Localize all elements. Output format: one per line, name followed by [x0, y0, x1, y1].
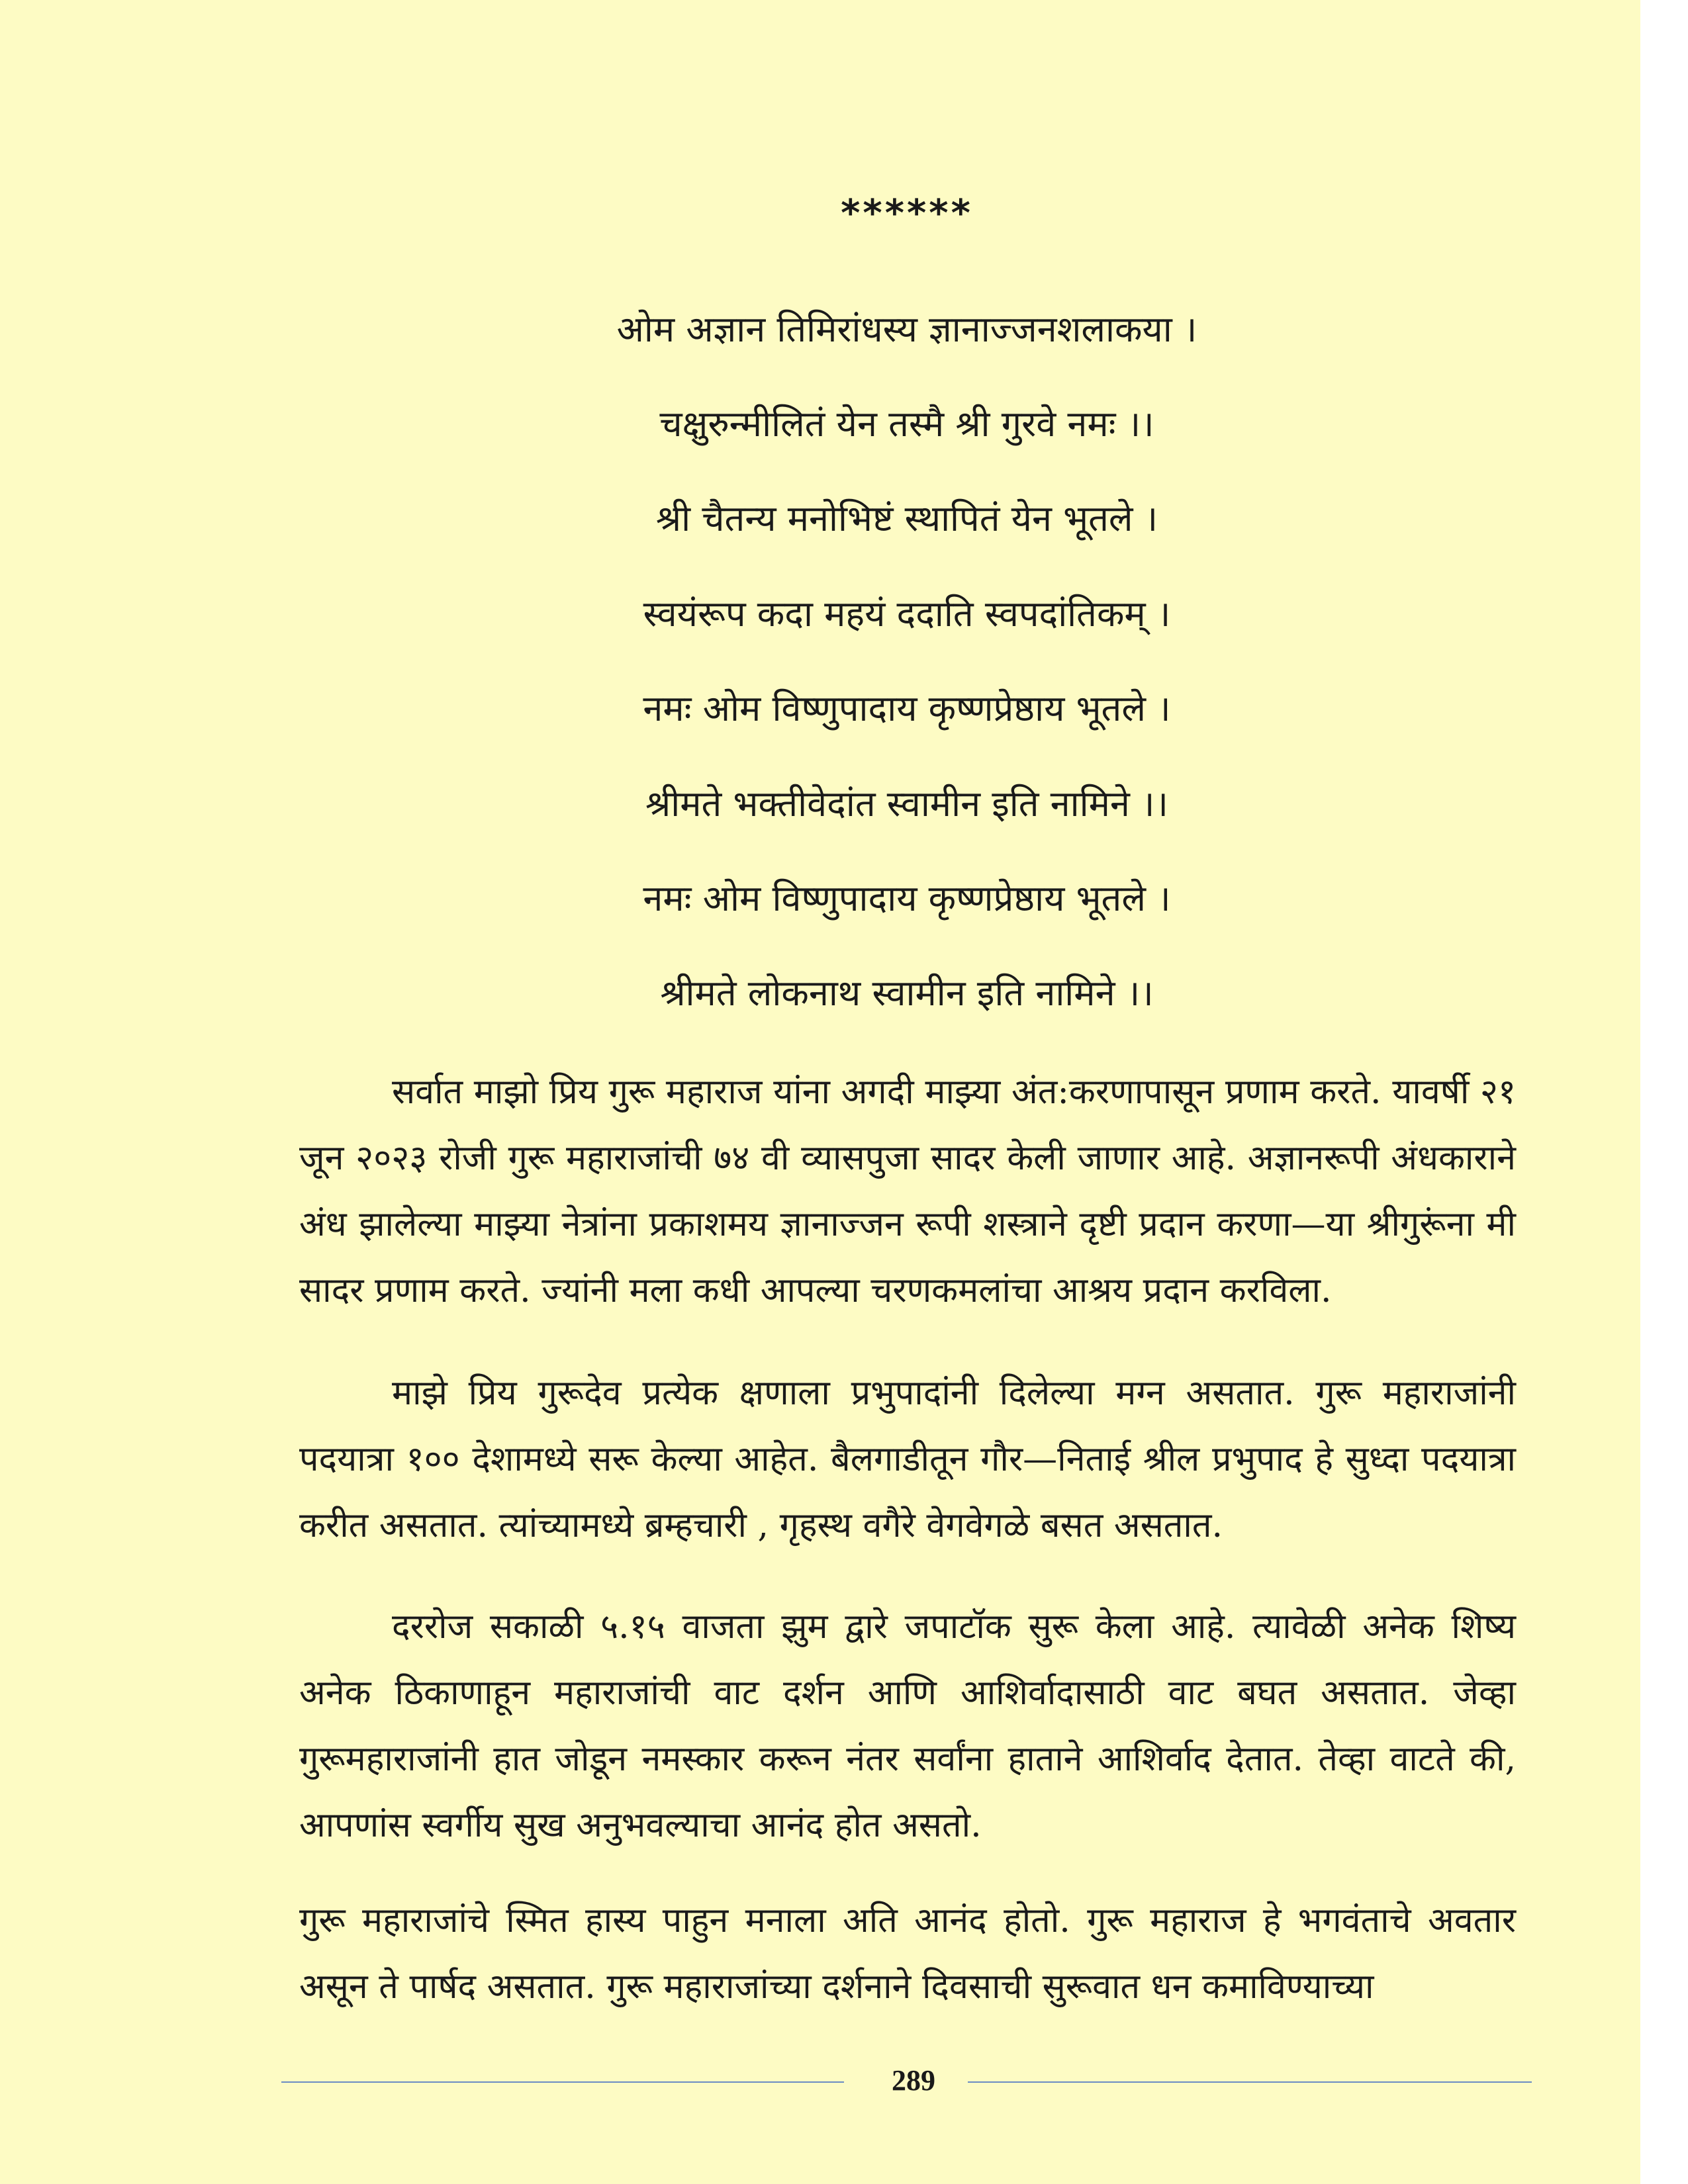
paragraph-4: गुरू महाराजांचे स्मित हास्य पाहुन मनाला अति आनंद होतो. गुरू महाराज हे भगवंताचे अवतार असून ते पार्षद असतात. गुरू महाराजांच्या दर्शनाने दिवसाची सुरूवात धन कमाविण्याच्या	[299, 1901, 1516, 2007]
paragraph-3: दररोज सकाळी ५.१५ वाजता झुम द्वारे जपाटॉक सुरू केला आहे. त्यावेळी अनेक शिष्य अनेक ठिकाणाहून महाराजांची वाट दर्शन आणि आशिर्वादासाठी वाट बघत असतात. जेव्हा गुरूमहाराजांनी हात जोडून नमस्कार करून नंतर सर्वांना हाताने आशिर्वाद देतात. तेव्हा वाटते की, आपणांस स्वर्गीय सुख अनुभवल्याचा आनंद होत असतो.	[299, 1607, 1516, 1845]
footer-rule-right	[968, 2081, 1532, 2083]
paragraph-1: सर्वात माझो प्रिय गुरू महाराज यांना अगदी माझ्या अंत:करणापासून प्रणाम करते. यावर्षी २१ जून २०२३ रोजी गुरू महाराजांची ७४ वी व्यासपुजा सादर केली जाणार आहे. अज्ञानरूपी अंधकाराने अंध झालेल्या माझ्या नेत्रांना प्रकाशमय ज्ञानाज्जन रूपी शस्त्राने दृष्टी प्रदान करणा—या श्रीगुरूंना मी सादर प्रणाम करते. ज्यांनी मला कधी आपल्या चरणकमलांचा आश्रय प्रदान करविला.	[299, 1072, 1516, 1310]
page-number: 289	[892, 2064, 935, 2097]
paragraph-2: माझे प्रिय गुरूदेव प्रत्येक क्षणाला प्रभुपादांनी दिलेल्या मग्न असतात. गुरू महाराजांनी पदयात्रा १०० देशामध्ये सरू केल्या आहेत. बैलगाडीतून गौर—निताई श्रील प्रभुपाद हे सुध्दा पदयात्रा करीत असतात. त्यांच्यामध्ये ब्रम्हचारी , गृहस्थ वगैरे वेगवेगळे बसत असतात.	[299, 1373, 1516, 1545]
verse-line-8: श्रीमते लोकनाथ स्वामीन इति नामिने ।।	[660, 972, 1154, 1014]
verse-line-1: ओम अज्ञान तिमिरांधस्य ज्ञानाज्जनशलाकया ।	[616, 308, 1197, 350]
verse-line-5: नमः ओम विष्णुपादाय कृष्णप्रेष्ठाय भूतले ।	[643, 688, 1171, 729]
verse-line-4: स्वयंरूप कदा महयं ददाति स्वपदांतिकम् ।	[643, 593, 1171, 635]
footer-rule-left	[281, 2081, 844, 2083]
verse-line-7: नमः ओम विष्णुपादाय कृष्णप्रेष्ठाय भूतले ।	[643, 878, 1171, 919]
section-separator: ******	[841, 192, 973, 235]
verse-line-3: श्री चैतन्य मनोभिष्टं स्थापितं येन भूतले ।	[655, 498, 1158, 539]
verse-line-6: श्रीमते भक्तीवेदांत स्वामीन इति नामिने ।।	[645, 783, 1168, 825]
verse-line-2: चक्षुरुन्मीलितं येन तस्मै श्री गुरवे नमः ।।	[659, 403, 1154, 445]
